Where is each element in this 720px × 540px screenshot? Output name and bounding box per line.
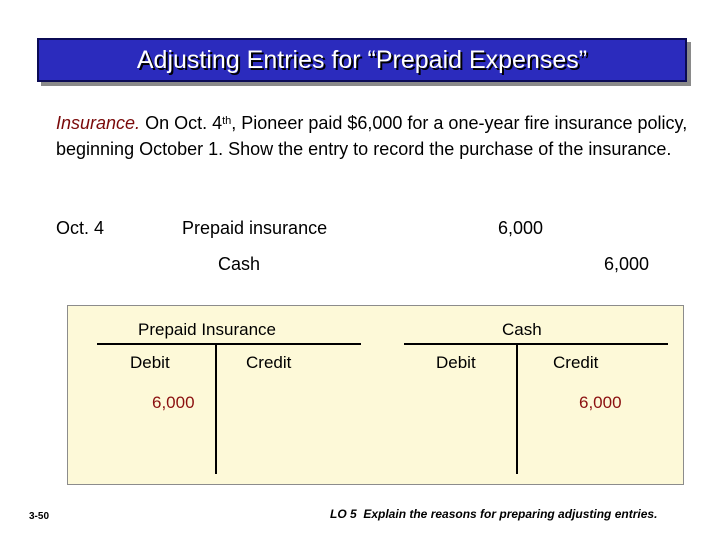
t-account-title-cash: Cash [502,320,542,339]
t-account-top-line-cash [404,343,668,345]
intro-superscript: th [222,115,232,127]
t-account-divider-cash [516,343,518,474]
journal-date: Oct. 4 [56,218,105,238]
slide-title: Adjusting Entries for “Prepaid Expenses” [136,45,588,74]
t-account-top-line-prepaid-insurance [97,343,361,345]
intro-paragraph [56,110,696,162]
t-account-credit-label-prepaid-insurance: Credit [246,353,292,372]
learning-objective-label: LO 5 [330,507,357,521]
intro-text-b: , Pioneer paid $6,000 for a one-year fire insurance policy, beginning October 1. Show the entry to record the purchase of the insurance. [56,113,688,159]
t-account-divider-prepaid-insurance [215,343,217,474]
insurance-label: Insurance. [56,113,141,133]
journal-credit-account: Cash [218,254,261,274]
slide-number: 3-50 [29,511,50,522]
t-account-credit-value-cash: 6,000 [579,393,622,412]
intro-text-a: On Oct. 4 [140,113,223,133]
journal-debit-account: Prepaid insurance [182,218,328,238]
t-account-debit-label-cash: Debit [436,353,476,372]
learning-objective-text: Explain the reasons for preparing adjusting entries. [363,507,658,521]
journal-credit-amount: 6,000 [604,254,650,274]
journal-debit-amount: 6,000 [498,218,544,238]
t-accounts-panel [67,305,684,485]
t-account-debit-value-prepaid-insurance: 6,000 [152,393,195,412]
t-account-title-prepaid-insurance: Prepaid Insurance [138,320,276,339]
t-account-credit-label-cash: Credit [553,353,599,372]
learning-objective [330,507,657,521]
slide-title-banner [37,38,687,82]
t-account-debit-label-prepaid-insurance: Debit [130,353,170,372]
